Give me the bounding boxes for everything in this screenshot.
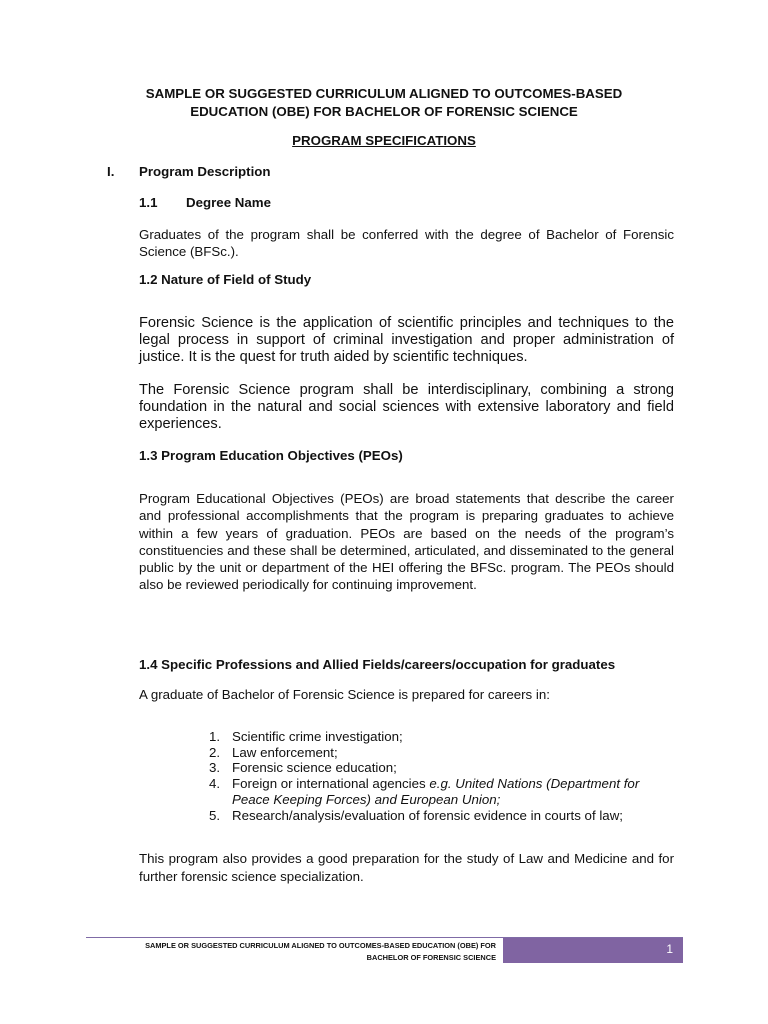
nature-paragraph-1: Forensic Science is the application of scientific principles and techniques to the legal process in support of criminal investigation and proper administration of justice. It is the quest for truth aided by scientific techniques. <box>139 315 674 365</box>
list-item: 3. Forensic science education; <box>209 760 397 776</box>
closing-paragraph: This program also provides a good preparation for the study of Law and Medicine and for further forensic science specialization. <box>139 851 674 884</box>
careers-intro: A graduate of Bachelor of Forensic Science is prepared for careers in: <box>139 687 550 702</box>
document-title <box>100 85 668 121</box>
section-1-number: I. <box>107 164 115 179</box>
section-1-1-number: 1.1 <box>139 195 158 210</box>
degree-name-paragraph: Graduates of the program shall be conferred with the degree of Bachelor of Forensic Science (BFSc.). <box>139 227 674 260</box>
title-line-1: SAMPLE OR SUGGESTED CURRICULUM ALIGNED TO OUTCOMES-BASED <box>145 86 623 101</box>
section-1-2-title: 1.2 Nature of Field of Study <box>139 272 312 287</box>
list-item: 5. Research/analysis/evaluation of forensic evidence in courts of law; <box>209 807 623 823</box>
peo-paragraph: Program Educational Objectives (PEOs) are broad statements that describe the career and professional accomplishments that the program is preparing graduates to achieve within a few years of graduation. PEOs are based on the needs of the program’s constituencies and these shall be determined, articulated, and disseminated to the general public by the unit or department of the HEI offering the BFSc. program. The PEOs should also be reviewed periodically for continuing improvement. <box>139 491 674 593</box>
page-number: 1 <box>666 942 673 956</box>
list-item: 1. Scientific crime investigation; <box>209 729 403 744</box>
footer-line-1: SAMPLE OR SUGGESTED CURRICULUM ALIGNED TO OUTCOMES-BASED EDUCATION (OBE) FOR <box>145 941 496 950</box>
section-1-title: Program Description <box>139 164 271 179</box>
footer-caption <box>86 940 496 964</box>
program-specifications-heading: PROGRAM SPECIFICATIONS <box>292 133 476 148</box>
section-1-1-title: Degree Name <box>186 195 271 210</box>
list-item: 2. Law enforcement; <box>209 744 338 760</box>
nature-paragraph-2: The Forensic Science program shall be interdisciplinary, combining a strong foundation in the natural and social sciences with extensive laboratory and field experiences. <box>139 382 674 432</box>
section-1-3-title: 1.3 Program Education Objectives (PEOs) <box>139 448 403 463</box>
careers-list <box>209 729 679 823</box>
footer-line-2: BACHELOR OF FORENSIC SCIENCE <box>366 953 496 962</box>
title-line-2: EDUCATION (OBE) FOR BACHELOR OF FORENSIC SCIENCE <box>190 104 578 119</box>
list-item: 4. Foreign or international agencies e.g. United Nations (Department for Peace Keeping Forces) and European Union; <box>209 776 640 807</box>
section-1-4-title: 1.4 Specific Professions and Allied Fields/careers/occupation for graduates <box>139 657 616 672</box>
footer-page-box <box>503 938 683 963</box>
